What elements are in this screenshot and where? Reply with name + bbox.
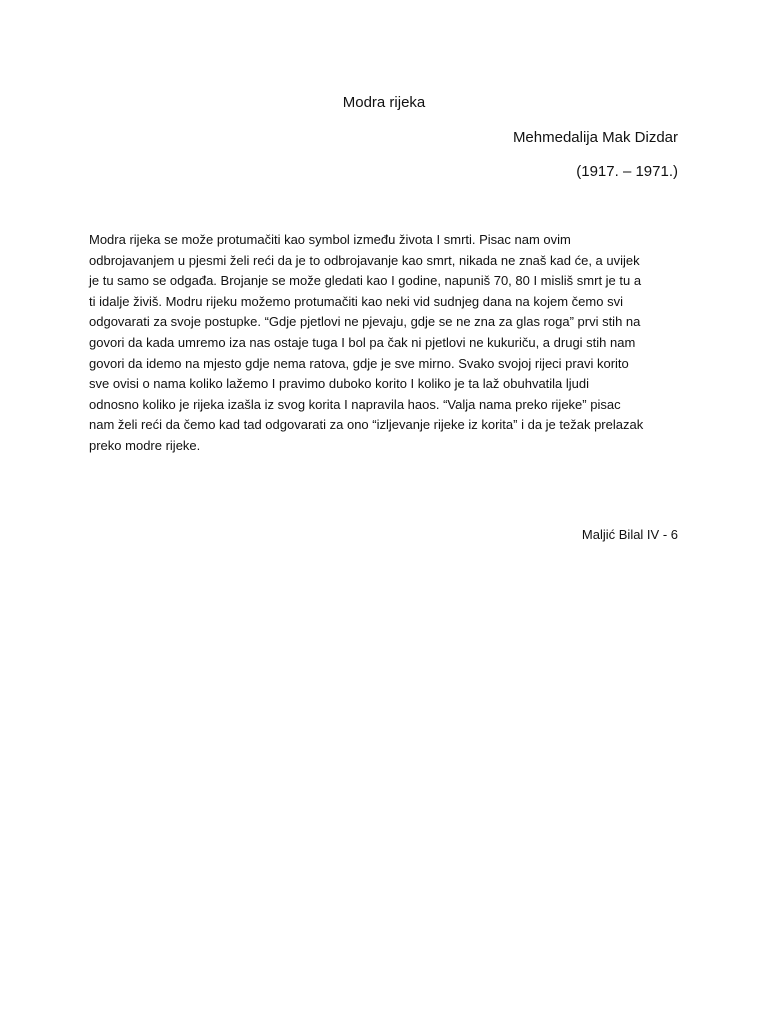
body-line: je tu samo se odgađa. Brojanje se može gledati kao I godine, napuniš 70, 80 I misliš smrt je tu a	[89, 273, 642, 289]
document-title: Modra rijeka	[342, 94, 426, 111]
author-years: (1917. – 1971.)	[576, 163, 678, 180]
author-name: Mehmedalija Mak Dizdar	[512, 129, 678, 146]
signature: Maljić Bilal IV - 6	[581, 527, 678, 542]
body-paragraph	[89, 230, 679, 457]
body-line: nam želi reći da čemo kad tad odgovarati za ono “izljevanje rijeke iz korita” i da je težak prelazak	[89, 417, 644, 433]
body-line: govori da kada umremo iza nas ostaje tuga I bol pa čak ni pjetlovi ne kukuriču, a drugi stih nam	[89, 334, 636, 350]
body-line: preko modre rijeke.	[89, 437, 201, 453]
body-line: Modra rijeka se može protumačiti kao symbol između života I smrti. Pisac nam ovim	[89, 232, 571, 247]
body-line: odbrojavanjem u pjesmi želi reći da je to odbrojavanje kao smrt, nikada ne znaš kad će, a uvijek	[89, 252, 640, 268]
body-line: odnosno koliko je rijeka izašla iz svog korita I napravila haos. “Valja nama preko rijeke” pisac	[89, 396, 621, 412]
body-line: odgovarati za svoje postupke. “Gdje pjetlovi ne pjevaju, gdje se ne zna za glas roga” prvi stih na	[89, 314, 641, 330]
body-line: govori da idemo na mjesto gdje nema ratova, gdje je sve mirno. Svako svojoj rijeci pravi korito	[89, 355, 629, 371]
body-line: sve ovisi o nama koliko lažemo I pravimo duboko korito I koliko je ta laž obuhvatila ljudi	[89, 376, 590, 392]
body-line: ti idalje živiš. Modru rijeku možemo protumačiti kao neki vid sudnjeg dana na kojem čemo svi	[89, 293, 623, 309]
